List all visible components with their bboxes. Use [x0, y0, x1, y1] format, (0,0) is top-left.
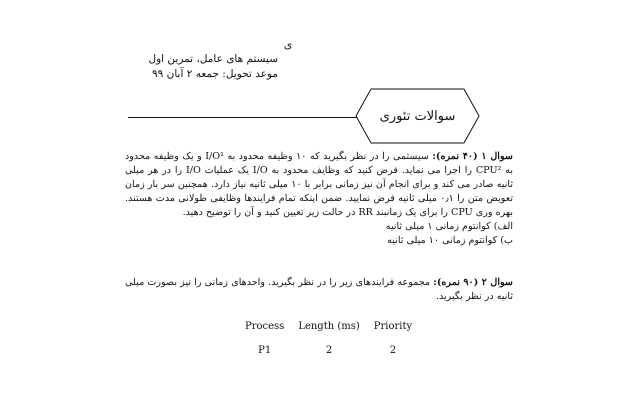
table-header-row [238, 316, 419, 340]
header-cut-line: ی [283, 40, 293, 50]
cell-process: P1 [258, 344, 272, 356]
assignment-header [148, 52, 278, 82]
course-title: سیستم های عامل، تمرین اول [148, 53, 278, 65]
section-rule [128, 117, 368, 118]
question-1-heading: سوال ۱ (۴۰ نمره): [432, 151, 513, 162]
due-date: موعد تحویل: جمعه ۲ آبان ۹۹ [152, 68, 278, 80]
column-header-process: Process [245, 320, 285, 332]
question-1-option-b: ب) کوانتوم زمانی ۱۰ میلی ثانیه [387, 235, 513, 246]
question-2-body: مجموعه فرایندهای زیر را در نظر بگیرید. واحدهای زمانی را نیز بصورت میلی ثانیه در نظر بگیرید. [125, 277, 513, 302]
section-title: سوالات تئوری [379, 108, 456, 124]
question-2-heading: سوال ۲ (۹۰ نمره): [433, 277, 513, 288]
process-table [238, 316, 419, 360]
question-1 [125, 150, 513, 248]
cell-length: 2 [325, 344, 333, 356]
question-1-body: سیستمی را در نظر بگیرید که ۱۰ وظیفه محدود به I/O¹ و یک وظیفه محدود به CPU² را اجرا می نماید. فرض کنید که وظایف محدود به I/O یک عملیات I/O را در هر میلی ثانیه صادر می کند و برای انجام آن نیز زمانی برابر با ۱۰ میلی ثانیه نیاز دارد. همچنین سر بار زمان تعویض متن را ۰٫۱ میلی ثانیه فرض نمایید. ضمن اینکه تمام فرایندها وظایفی طولانی مدت هستند. بهره وری CPU را برای یک زمانبند RR در حالت زیر تعیین کنید و آن را توضیح دهید. [125, 151, 514, 218]
column-header-length: Length (ms) [298, 320, 360, 332]
question-1-option-a: الف) کوانتوم زمانی ۱ میلی ثانیه [385, 221, 513, 232]
cell-priority: 2 [389, 344, 397, 356]
question-2 [125, 276, 513, 304]
table-row [238, 340, 419, 360]
column-header-priority: Priority [373, 320, 413, 332]
